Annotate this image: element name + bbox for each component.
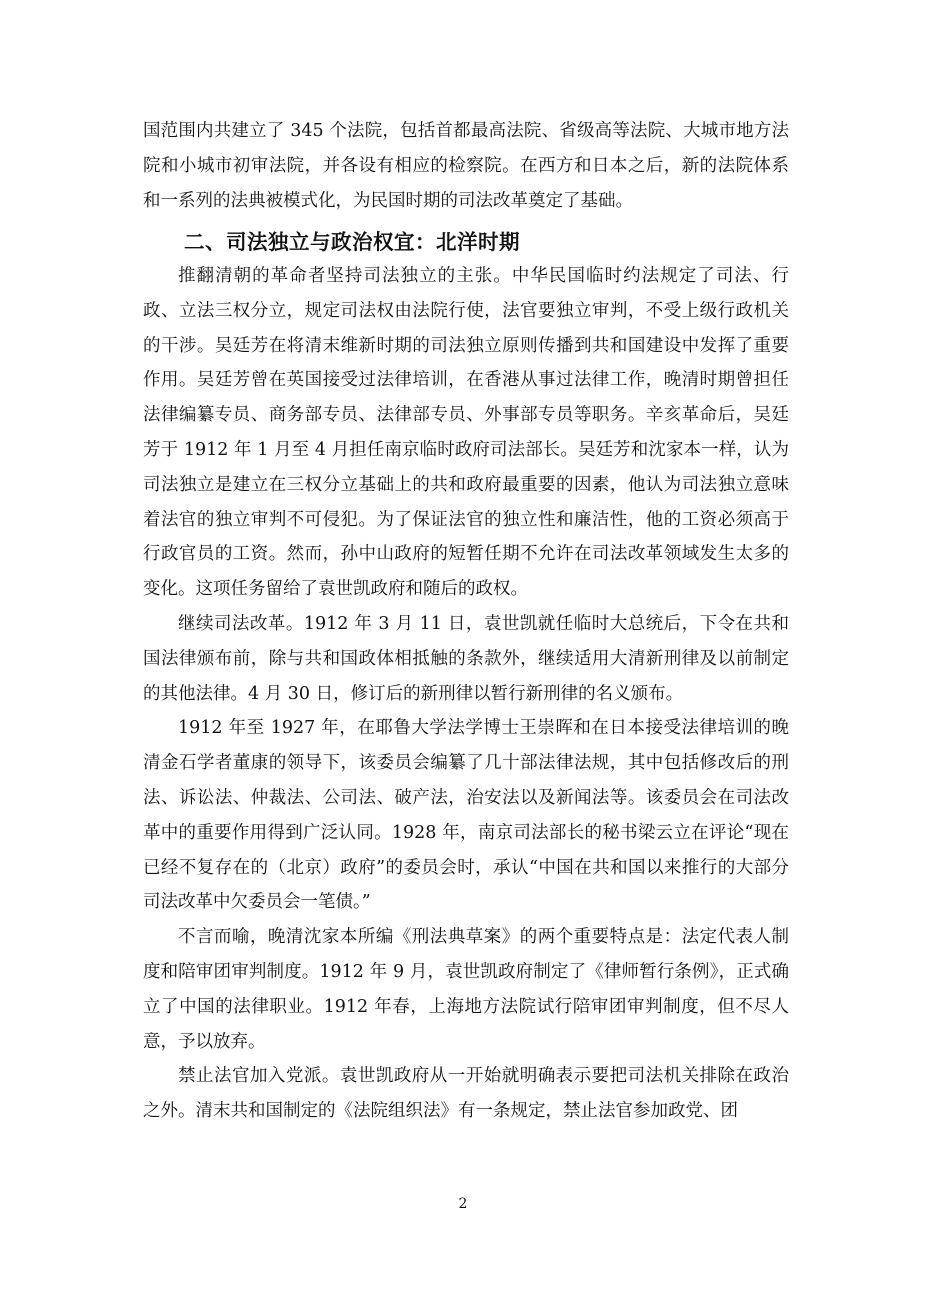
paragraph-judicial-independence: 推翻清朝的革命者坚持司法独立的主张。中华民国临时约法规定了司法、行政、立法三权分立，规定司法权由法院行使，法官要独立审判，不受上级行政机关的干涉。吴廷芳在将清末维新时期的司法独立原则传播到共和国建设中发挥了重要作用。吴廷芳曾在英国接受过法律培训，在香港从事过法律工作，晚清时期曾担任法律编纂专员、商务部专员、法律部专员、外事部专员等职务。辛亥革命后，吴廷芳于 1912 年 1 月至 4 月担任南京临时政府司法部长。吴廷芳和沈家本一样，认为司法独立是建立在三权分立基础上的共和政府最重要的因素，他认为司法独立意味着法官的独立审判不可侵犯。为了保证法官的独立性和廉洁性，他的工资必须高于行政官员的工资。然而，孙中山政府的短暂任期不允许在司法改革领域发生太多的变化。这项任务留给了袁世凯政府和随后的政权。 (143, 266, 789, 600)
body-text (143, 259, 789, 1129)
page-number: 2 (458, 1196, 468, 1212)
paragraph-draft-criminal-code: 不言而喻，晚清沈家本所编《刑法典草案》的两个重要特点是：法定代表人制度和陪审团审判制度。1912 年 9 月，袁世凯政府制定了《律师暂行条例》，正式确立了中国的法律职业。1912 年春，上海地方法院试行陪审团审判制度，但不尽人意，予以放弃。 (143, 927, 789, 1052)
paragraph-law-commission: 1912 年至 1927 年，在耶鲁大学法学博士王崇晖和在日本接受法律培训的晚清金石学者董康的领导下，该委员会编纂了几十部法律法规，其中包括修改后的刑法、诉讼法、仲裁法、公司法、破产法，治安法以及新闻法等。该委员会在司法改革中的重要作用得到广泛认同。1928 年，南京司法部长的秘书梁云立在评论“现在已经不复存在的（北京）政府”的委员会时，承认“中国在共和国以来推行的大部分司法改革中欠委员会一笔债。” (143, 718, 789, 913)
intro-paragraph: 国范围内共建立了 345 个法院，包括首都最高法院、省级高等法院、大城市地方法院和小城市初审法院，并各设有相应的检察院。在西方和日本之后，新的法院体系和一系列的法典被模式化，为民国时期的司法改革奠定了基础。 (143, 121, 789, 211)
paragraph-judges-party-ban: 禁止法官加入党派。袁世凯政府从一开始就明确表示要把司法机关排除在政治之外。清末共和国制定的《法院组织法》有一条规定，禁止法官参加政党、团 (143, 1066, 789, 1122)
section-heading: 二、司法独立与政治权宜：北洋时期 (184, 230, 520, 254)
intro-text (143, 114, 789, 218)
paragraph-continued-reform: 继续司法改革。1912 年 3 月 11 日，袁世凯就任临时大总统后，下令在共和国法律颁布前，除与共和国政体相抵触的条款外，继续适用大清新刑律及以前制定的其他法律。4 月 30 日，修订后的新刑律以暂行新刑律的名义颁布。 (143, 613, 789, 704)
